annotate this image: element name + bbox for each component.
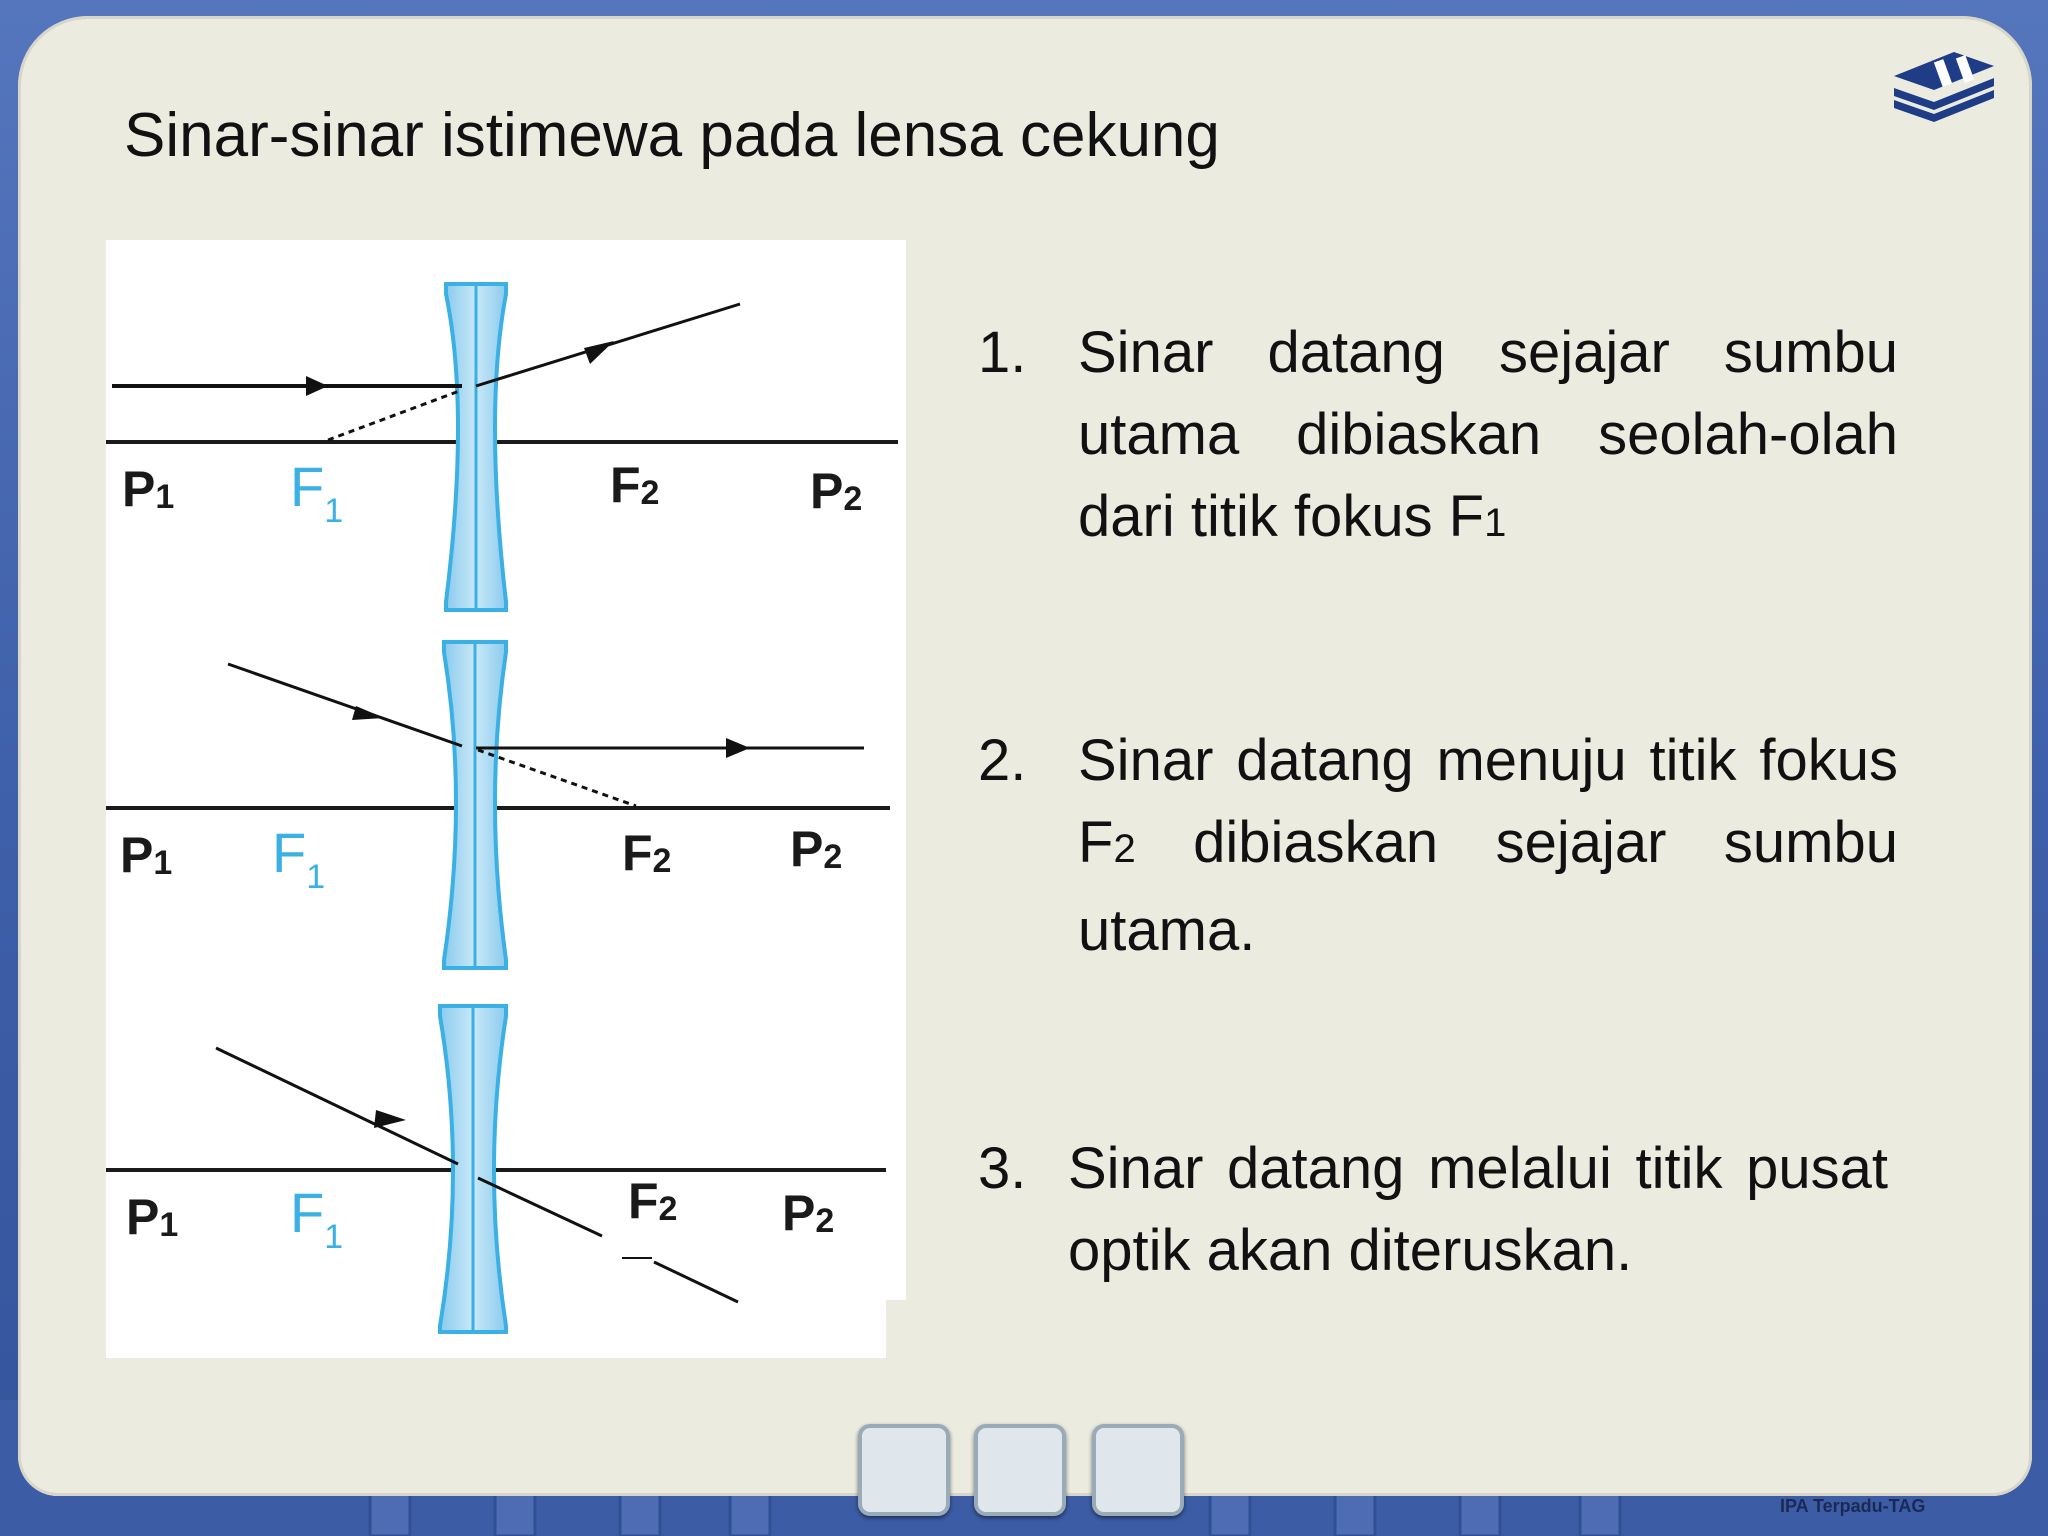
incident-ray <box>216 1048 458 1164</box>
nav-button-1[interactable] <box>858 1424 950 1516</box>
arrow-icon <box>306 376 328 396</box>
slide-title: Sinar-sinar istimewa pada lensa cekung <box>124 101 1220 170</box>
incident-ray <box>228 664 462 746</box>
arrow-icon <box>374 1110 406 1128</box>
item-text: Sinar datang sejajar sumbu utama dibiaskan seolah-olah dari titik fokus F1 <box>1078 320 1898 549</box>
arrow-icon <box>726 738 750 758</box>
item-text: Sinar datang melalui titik pusat optik akan diteruskan. <box>1068 1136 1888 1283</box>
item-text: Sinar datang menuju titik fokus F2 dibiaskan sejajar sumbu utama. <box>1078 728 1898 963</box>
label-p2: $P_2$ <box>810 463 863 519</box>
virtual-ray <box>478 750 636 806</box>
diagram-2 <box>106 642 890 968</box>
item-number: 3. <box>978 1136 1027 1201</box>
diagram-1 <box>106 284 898 610</box>
label-p1: $P_1$ <box>126 1189 179 1245</box>
lens-diagram <box>106 240 906 1358</box>
label-f1: $F_1$ <box>272 821 326 896</box>
item-number: 1. <box>978 320 1027 385</box>
footer-text: IPA Terpadu-TAG <box>1780 1496 1926 1516</box>
label-p2: $P_2$ <box>790 821 843 877</box>
publisher-logo-icon <box>1884 46 2002 136</box>
label-p1: $P_1$ <box>122 461 175 517</box>
diagram-3 <box>106 1006 906 1358</box>
nav-button-3[interactable] <box>1092 1424 1184 1516</box>
transmitted-ray <box>654 1262 738 1302</box>
label-p2: $P_2$ <box>782 1185 835 1241</box>
virtual-ray <box>328 390 462 440</box>
label-f2: $F_2$ <box>628 1173 678 1229</box>
label-f2: $F_2$ <box>622 825 672 881</box>
arrow-icon <box>352 706 384 720</box>
arrow-icon <box>584 341 614 364</box>
label-f1: $F_1$ <box>290 1181 344 1256</box>
label-f2: $F_2$ <box>610 457 660 513</box>
label-f1: $F_1$ <box>290 455 344 530</box>
nav-button-2[interactable] <box>974 1424 1066 1516</box>
label-p1: $P_1$ <box>120 827 173 883</box>
item-number: 2. <box>978 728 1027 793</box>
